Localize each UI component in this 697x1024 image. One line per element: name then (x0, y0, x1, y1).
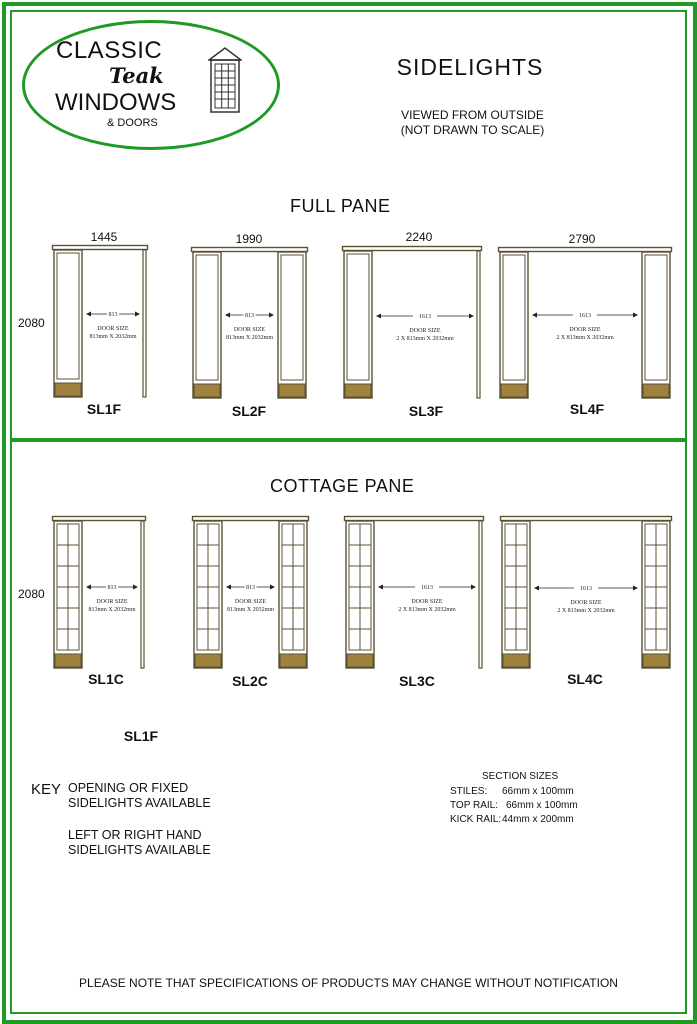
door-size-label: DOOR SIZE (411, 599, 443, 605)
arrow-head (469, 314, 474, 319)
sidelight-panel (193, 252, 221, 398)
sidelight-diagram-sl1f (52, 245, 148, 398)
page-subtitle (340, 108, 605, 138)
inner-border (10, 10, 687, 1014)
door-size-label: DOOR SIZE (97, 326, 129, 332)
section-size-row (450, 786, 574, 797)
opening-width: 813 (107, 585, 117, 591)
kick-rail (55, 383, 81, 396)
width-label: 2790 (568, 232, 596, 246)
door-size-label: DOOR SIZE (569, 327, 601, 333)
kick-rail (503, 654, 529, 667)
frame-drawing (192, 516, 309, 669)
section-size-label: TOP RAIL: (450, 800, 498, 811)
width-label: 1445 (90, 230, 118, 244)
section-size-value: 66mm x 100mm (506, 800, 578, 811)
kick-rail (280, 654, 306, 667)
arrow-head (378, 585, 383, 590)
top-rail (192, 248, 308, 252)
arrow-head (633, 586, 638, 591)
footer-note: PLEASE NOTE THAT SPECIFICATIONS OF PRODUCTS MAY CHANGE WITHOUT NOTIFICATION (79, 976, 618, 990)
model-label: SL4C (567, 671, 603, 687)
frame-drawing (498, 247, 672, 399)
sidelight-diagram-sl2c (192, 516, 309, 669)
kick-rail (347, 654, 373, 667)
top-rail (343, 247, 482, 251)
frame-drawing (500, 516, 672, 669)
top-rail (53, 246, 148, 250)
section-size-label: STILES: (450, 786, 488, 797)
model-label: SL3C (399, 673, 435, 689)
door-size-label: DOOR SIZE (233, 327, 266, 333)
frame-drawing (191, 247, 308, 399)
arrow-head (135, 312, 140, 317)
section-size-row (450, 800, 578, 811)
top-rail (53, 517, 146, 521)
window-icon (208, 46, 242, 114)
model-label: SL2C (232, 673, 268, 689)
sidelight-panel (54, 250, 82, 397)
key-item-line: SIDELIGHTS AVAILABLE (68, 796, 211, 810)
arrow-head (269, 313, 274, 318)
opening-width: 813 (245, 313, 254, 319)
kick-rail (643, 654, 669, 667)
model-label: SL2F (231, 403, 267, 419)
door-size-value: 813mm X 2032mm (88, 607, 136, 613)
top-rail (193, 517, 309, 521)
kick-rail (643, 384, 669, 397)
sidelight-diagram-sl1c (52, 516, 146, 669)
frame-drawing (342, 246, 482, 399)
model-label: SL4F (569, 401, 605, 417)
door-size-label: DOOR SIZE (234, 599, 267, 605)
kick-rail (194, 384, 220, 397)
door-size-label: DOOR SIZE (96, 599, 128, 605)
arrow-head (270, 585, 275, 590)
door-size-value: 2 X 813mm X 2032mm (556, 335, 614, 341)
door-size-label: DOOR SIZE (570, 600, 602, 606)
kick-rail (279, 384, 305, 397)
logo-text-doors: & DOORS (107, 117, 158, 129)
full-pane-title: FULL PANE (290, 196, 391, 216)
arrow-head (534, 586, 539, 591)
door-size-value: 813mm X 2032mm (89, 334, 137, 340)
model-label: SL1F (123, 728, 159, 744)
key-item (68, 828, 211, 858)
sidelight-diagram-sl4c (500, 516, 672, 669)
top-rail (499, 248, 672, 252)
door-jamb (143, 250, 146, 397)
section-size-value: 44mm x 200mm (502, 814, 574, 825)
key-item-line: SIDELIGHTS AVAILABLE (68, 843, 211, 857)
door-size-value: 2 X 813mm X 2032mm (398, 607, 456, 613)
top-rail (345, 517, 484, 521)
door-jamb (479, 521, 482, 668)
width-label: 2240 (405, 230, 433, 244)
kick-rail (195, 654, 221, 667)
key-item-line: LEFT OR RIGHT HAND (68, 828, 202, 842)
section-size-row (450, 814, 574, 825)
sidelight-panel (642, 252, 670, 398)
section-divider (12, 438, 685, 442)
key-item (68, 781, 211, 811)
opening-width: 1613 (579, 313, 591, 319)
subtitle-line: (NOT DRAWN TO SCALE) (400, 123, 545, 137)
kick-rail (345, 384, 371, 397)
arrow-head (471, 585, 476, 590)
opening-width: 1613 (419, 314, 431, 320)
door-size-value: 813mm X 2032mm (226, 607, 275, 613)
sidelight-panel (344, 251, 372, 398)
model-label: SL1C (88, 671, 124, 687)
door-size-value: 2 X 813mm X 2032mm (396, 336, 454, 342)
arrow-head (532, 313, 537, 318)
door-jamb (477, 251, 480, 398)
sidelight-panel (500, 252, 528, 398)
model-label: SL3F (408, 403, 444, 419)
door-size-value: 2 X 813mm X 2032mm (557, 608, 615, 614)
top-rail (501, 517, 672, 521)
width-label: 1990 (235, 232, 263, 246)
arrow-head (376, 314, 381, 319)
sidelight-panel (278, 252, 306, 398)
logo-text-windows: WINDOWS (55, 89, 177, 116)
arrow-head (225, 313, 230, 318)
section-size-value: 66mm x 100mm (502, 786, 574, 797)
section-sizes-title: SECTION SIZES (482, 771, 559, 782)
height-label: 2080 (18, 587, 45, 601)
logo-text-teak: Teak (109, 63, 164, 88)
opening-width: 813 (246, 585, 255, 591)
door-size-value: 813mm X 2032mm (225, 335, 274, 341)
cottage-pane-title: COTTAGE PANE (270, 476, 415, 496)
frame-drawing (52, 516, 146, 669)
sidelight-diagram-sl3c (344, 516, 484, 669)
door-jamb (141, 521, 144, 668)
model-label: SL1F (86, 401, 122, 417)
arrow-head (633, 313, 638, 318)
page-title: SIDELIGHTS (396, 54, 544, 80)
sidelight-diagram-sl2f (191, 247, 308, 399)
kick-rail (55, 654, 81, 667)
opening-width: 1613 (421, 585, 433, 591)
frame-drawing (52, 245, 148, 398)
kick-rail (501, 384, 527, 397)
opening-width: 813 (108, 312, 118, 318)
arrow-head (133, 585, 138, 590)
subtitle-line: VIEWED FROM OUTSIDE (401, 108, 544, 122)
sidelight-diagram-sl4f (498, 247, 672, 399)
height-label: 2080 (18, 316, 45, 330)
key-title: KEY (31, 781, 62, 798)
sidelight-diagram-sl3f (342, 246, 482, 399)
key-item-line: OPENING OR FIXED (68, 781, 189, 795)
door-size-label: DOOR SIZE (409, 328, 441, 334)
logo-text-classic: CLASSIC (56, 37, 163, 64)
opening-width: 1613 (580, 586, 592, 592)
section-size-label: KICK RAIL: (450, 814, 502, 825)
arrow-head (86, 312, 91, 317)
arrow-head (226, 585, 231, 590)
arrow-head (86, 585, 91, 590)
frame-drawing (344, 516, 484, 669)
